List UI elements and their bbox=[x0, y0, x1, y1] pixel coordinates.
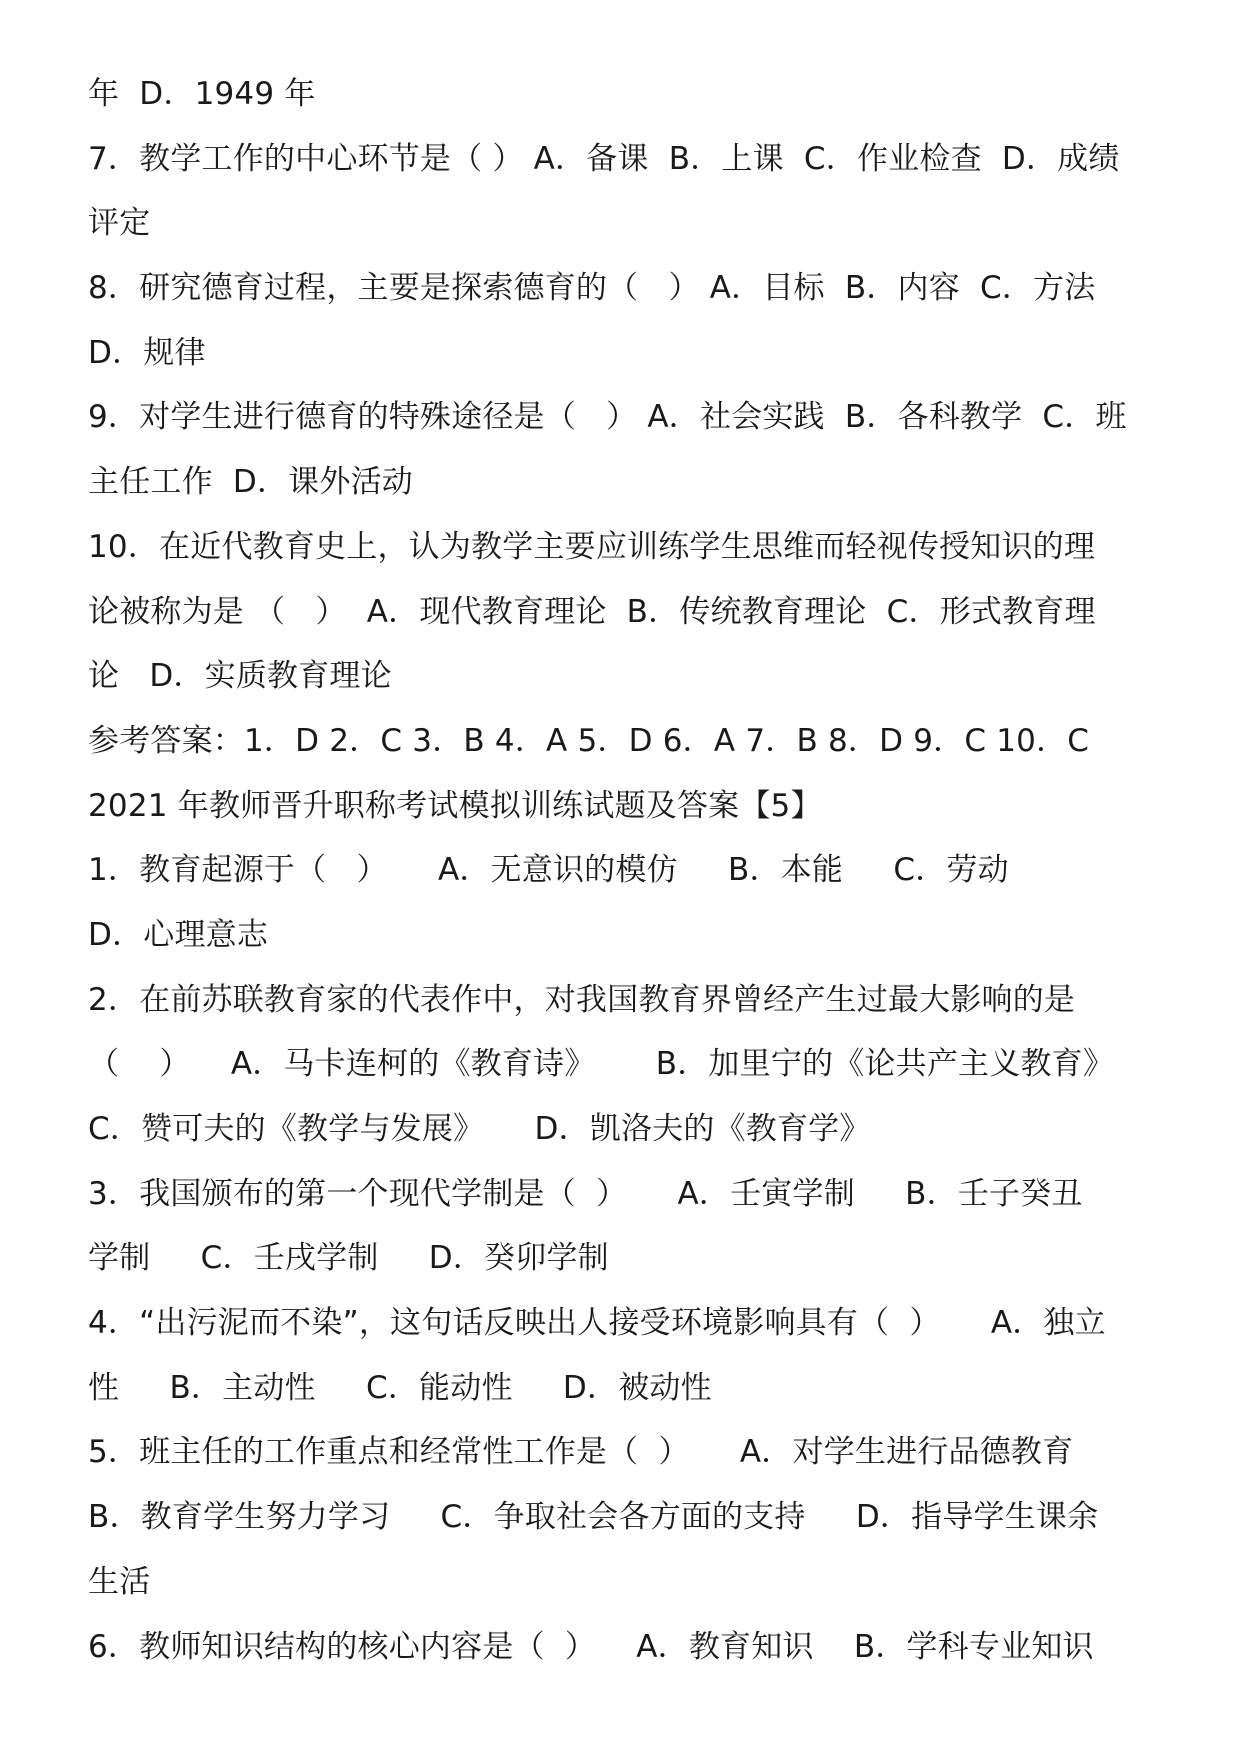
question-10-continuation: 论被称为是 （ ） A．现代教育理论 B．传统教育理论 C．形式教育理 bbox=[88, 593, 1096, 630]
question-5-continuation: 生活 bbox=[88, 1563, 151, 1600]
question-1-continuation: D．心理意志 bbox=[88, 916, 269, 953]
question-3-continuation: 学制 C．壬戌学制 D．癸卯学制 bbox=[88, 1240, 609, 1277]
question-10-line: 10．在近代教育史上，认为教学主要应训练学生思维而轻视传授知识的理 bbox=[88, 528, 1096, 565]
question-6-line: 6．教师知识结构的核心内容是（ ） A．教育知识 B．学科专业知识 bbox=[88, 1628, 1094, 1665]
question-1-line: 1．教育起源于（ ） A．无意识的模仿 B．本能 C．劳动 bbox=[88, 852, 1009, 889]
question-8-continuation: D．规律 bbox=[88, 334, 206, 371]
question-2-continuation: C．赞可夫的《教学与发展》 D．凯洛夫的《教育学》 bbox=[88, 1111, 871, 1147]
question-5-line: 5．班主任的工作重点和经常性工作是（ ） A．对学生进行品德教育 bbox=[88, 1434, 1074, 1471]
question-4-line: 4．“出污泥而不染”，这句话反映出人接受环境影响具有（ ） A．独立 bbox=[88, 1305, 1106, 1342]
question-3-line: 3．我国颁布的第一个现代学制是（ ） A．壬寅学制 B．壬子癸丑 bbox=[88, 1175, 1083, 1212]
document-body bbox=[88, 62, 1168, 1679]
question-7-line: 7．教学工作的中心环节是（ ） A．备课 B．上课 C．作业检查 D．成绩 bbox=[88, 140, 1120, 177]
question-2-continuation: （ ） A．马卡连柯的《教育诗》 B．加里宁的《论共产主义教育》 bbox=[88, 1046, 1115, 1083]
question-5-continuation: B．教育学生努力学习 C．争取社会各方面的支持 D．指导学生课余 bbox=[88, 1499, 1099, 1536]
section-heading: 2021 年教师晋升职称考试模拟训练试题及答案【5】 bbox=[88, 787, 822, 824]
question-7-continuation: 评定 bbox=[88, 205, 151, 242]
question-8-line: 8．研究德育过程，主要是探索德育的（ ） A．目标 B．内容 C．方法 bbox=[88, 270, 1096, 307]
question-10-continuation: 论 D．实质教育理论 bbox=[88, 658, 392, 695]
question-9-line: 9．对学生进行德育的特殊途径是（ ） A．社会实践 B．各科教学 C．班 bbox=[88, 399, 1127, 436]
answer-key: 参考答案：1．D 2．C 3．B 4．A 5．D 6．A 7．B 8．D 9．C 10．C bbox=[88, 722, 1090, 759]
text-line: 年 D．1949 年 bbox=[88, 76, 316, 112]
question-4-continuation: 性 B．主动性 C．能动性 D．被动性 bbox=[88, 1369, 712, 1406]
question-9-continuation: 主任工作 D．课外活动 bbox=[88, 464, 413, 501]
question-2-line: 2．在前苏联教育家的代表作中，对我国教育界曾经产生过最大影响的是 bbox=[88, 981, 1076, 1018]
